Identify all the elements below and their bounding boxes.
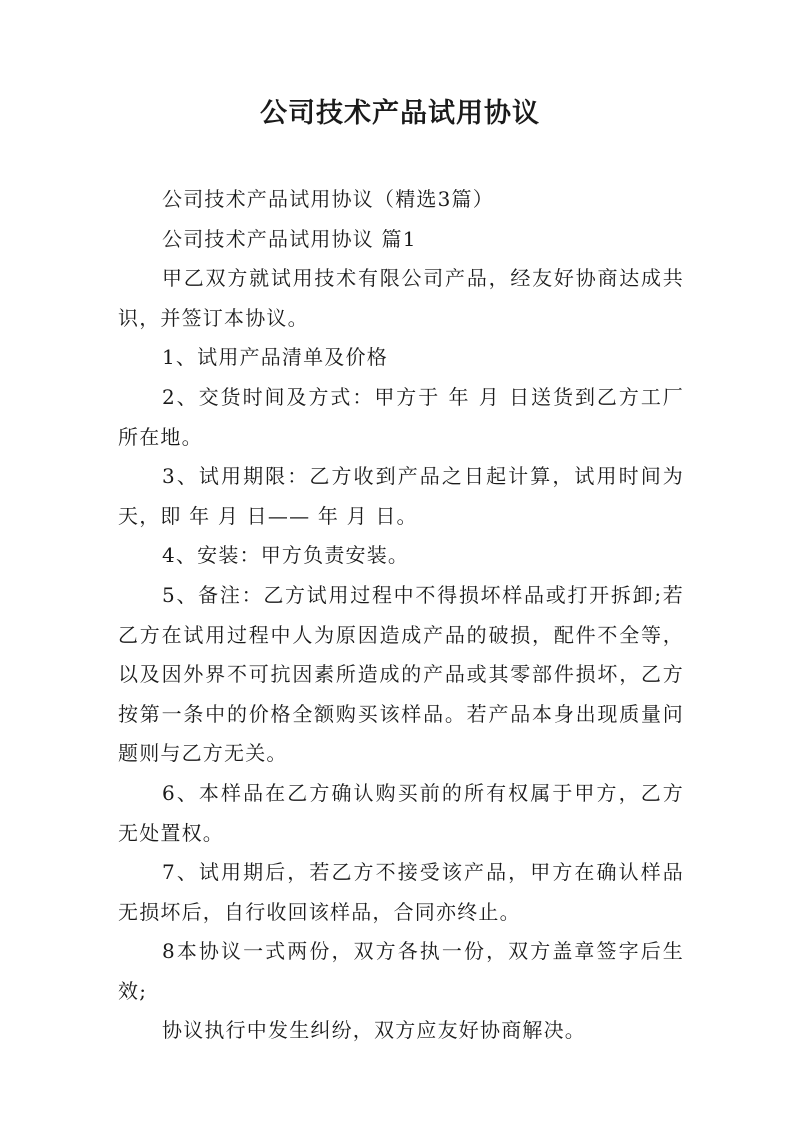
- paragraph-dispute: 协议执行中发生纠纷，双方应友好协商解决。: [162, 1018, 586, 1043]
- paragraph-clause-4: 4、安装：甲方负责安装。: [162, 543, 410, 568]
- paragraph-clause-6: 6、本样品在乙方确认购买前的所有权属于甲方，乙方无处置权。: [118, 780, 684, 845]
- document-body: [118, 180, 684, 1051]
- paragraph-clause-7: 7、试用期后，若乙方不接受该产品，甲方在确认样品无损坏后，自行收回该样品，合同亦终止。: [118, 860, 684, 924]
- paragraph-clause-8: 8本协议一式两份，双方各执一份，双方盖章签字后生效;: [118, 939, 684, 1003]
- document-title: 公司技术产品试用协议: [260, 98, 540, 129]
- paragraph-clause-2: 2、交货时间及方式：甲方于 年 月 日送货到乙方工厂所在地。: [118, 384, 684, 449]
- paragraph-clause-5: 5、备注：乙方试用过程中不得损坏样品或打开拆卸;若乙方在试用过程中人为原因造成产品的破损，配件不全等，以及因外界不可抗因素所造成的产品或其零部件损坏，乙方按第一条中的价格全额购买该样品。若产品本身出现质量问题则与乙方无关。: [118, 582, 684, 766]
- paragraph-clause-3: 3、试用期限：乙方收到产品之日起计算，试用时间为天，即 年 月 日—— 年 月 日。: [118, 464, 684, 528]
- paragraph-intro: 甲乙双方就试用技术有限公司产品，经友好协商达成共识，并签订本协议。: [118, 266, 684, 330]
- paragraph-section-heading: 公司技术产品试用协议 篇1: [162, 226, 417, 251]
- paragraph-subtitle: 公司技术产品试用协议（精选3篇）: [162, 187, 494, 211]
- paragraph-clause-1: 1、试用产品清单及价格: [162, 345, 388, 370]
